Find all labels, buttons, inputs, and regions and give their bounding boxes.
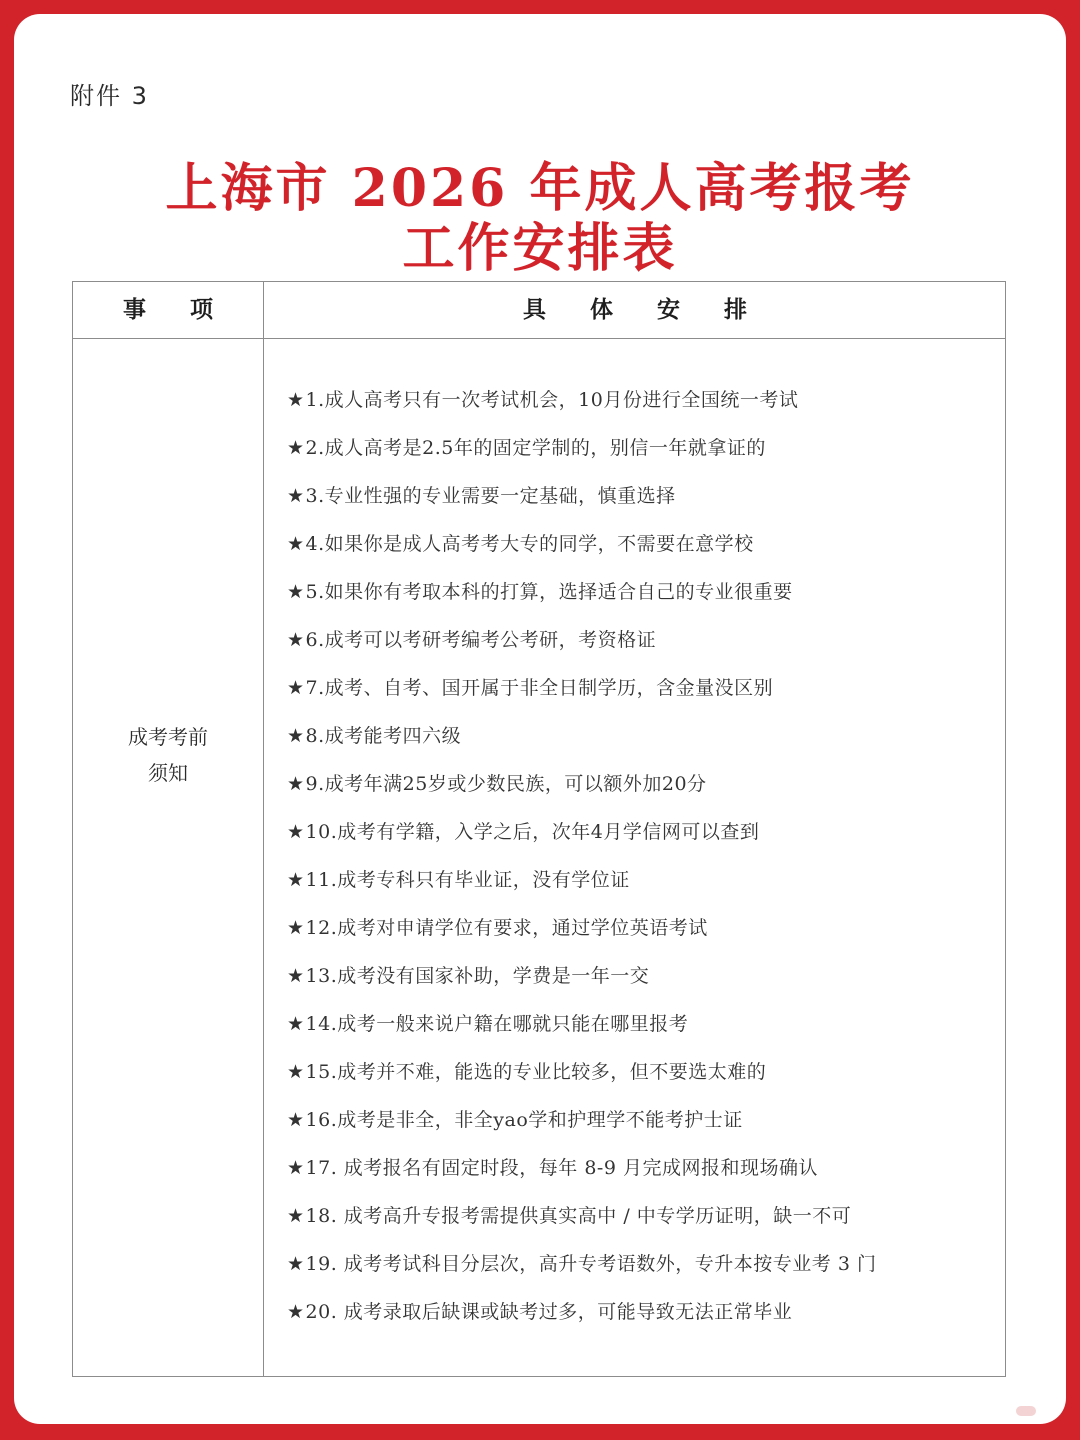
star-icon: ★ <box>287 629 305 651</box>
schedule-table <box>72 281 1006 1377</box>
note-text: 5.如果你有考取本科的打算，选择适合自己的专业很重要 <box>305 581 793 603</box>
note-text: 1.成人高考只有一次考试机会，10月份进行全国统一考试 <box>305 389 799 411</box>
note-text: 4.如果你是成人高考考大专的同学，不需要在意学校 <box>305 533 754 555</box>
list-item <box>287 1150 987 1198</box>
note-text: 17. 成考报名有固定时段，每年 8-9 月完成网报和现场确认 <box>305 1157 818 1179</box>
header-item: 事 项 <box>122 297 231 323</box>
star-icon: ★ <box>287 821 305 843</box>
list-item <box>287 814 987 862</box>
list-item <box>287 1054 987 1102</box>
star-icon: ★ <box>287 1301 305 1323</box>
note-text: 18. 成考高升专报考需提供真实高中 / 中专学历证明，缺一不可 <box>305 1205 852 1227</box>
list-item <box>287 1102 987 1150</box>
star-icon: ★ <box>287 1157 305 1179</box>
note-text: 6.成考可以考研考编考公考研，考资格证 <box>305 629 657 651</box>
note-text: 8.成考能考四六级 <box>305 725 462 747</box>
list-item <box>287 574 987 622</box>
title-line-1: 上海市 2026 年成人高考报考 <box>165 158 915 219</box>
list-item <box>287 766 987 814</box>
list-item <box>287 622 987 670</box>
header-divider <box>73 338 1005 339</box>
category-line-2: 须知 <box>148 761 188 785</box>
star-icon: ★ <box>287 437 305 459</box>
star-icon: ★ <box>287 485 305 507</box>
star-icon: ★ <box>287 773 305 795</box>
star-icon: ★ <box>287 869 305 891</box>
star-icon: ★ <box>287 725 305 747</box>
star-icon: ★ <box>287 533 305 555</box>
list-item <box>287 1198 987 1246</box>
note-text: 10.成考有学籍，入学之后，次年4月学信网可以查到 <box>305 821 760 843</box>
list-item <box>287 670 987 718</box>
star-icon: ★ <box>287 389 305 411</box>
note-text: 13.成考没有国家补助，学费是一年一交 <box>305 965 650 987</box>
note-text: 11.成考专科只有毕业证，没有学位证 <box>305 869 630 891</box>
note-text: 12.成考对申请学位有要求，通过学位英语考试 <box>305 917 708 939</box>
star-icon: ★ <box>287 1109 305 1131</box>
note-text: 14.成考一般来说户籍在哪就只能在哪里报考 <box>305 1013 689 1035</box>
star-icon: ★ <box>287 1253 305 1275</box>
list-item <box>287 718 987 766</box>
list-item <box>287 910 987 958</box>
star-icon: ★ <box>287 965 305 987</box>
star-icon: ★ <box>287 1013 305 1035</box>
star-icon: ★ <box>287 1061 305 1083</box>
note-text: 15.成考并不难，能选的专业比较多，但不要选太难的 <box>305 1061 767 1083</box>
star-icon: ★ <box>287 581 305 603</box>
document-sheet <box>14 14 1066 1424</box>
note-text: 16.成考是非全，非全yao学和护理学不能考护士证 <box>305 1109 743 1131</box>
list-item <box>287 862 987 910</box>
title-line-2: 工作安排表 <box>402 218 678 279</box>
notes-list <box>287 382 987 1342</box>
note-text: 19. 成考考试科目分层次，高升专考语数外，专升本按专业考 3 门 <box>305 1253 877 1275</box>
star-icon: ★ <box>287 677 305 699</box>
category-line-1: 成考考前 <box>128 725 208 749</box>
list-item <box>287 958 987 1006</box>
list-item <box>287 1246 987 1294</box>
column-divider <box>263 282 264 1376</box>
corner-mark <box>1016 1406 1036 1416</box>
star-icon: ★ <box>287 917 305 939</box>
star-icon: ★ <box>287 1205 305 1227</box>
list-item <box>287 1006 987 1054</box>
attachment-label: 附件 3 <box>70 82 149 110</box>
note-text: 7.成考、自考、国开属于非全日制学历，含金量没区别 <box>305 677 774 699</box>
list-item <box>287 526 987 574</box>
header-arrangement: 具 体 安 排 <box>522 297 766 323</box>
note-text: 20. 成考录取后缺课或缺考过多，可能导致无法正常毕业 <box>305 1301 793 1323</box>
note-text: 9.成考年满25岁或少数民族，可以额外加20分 <box>305 773 707 795</box>
note-text: 2.成人高考是2.5年的固定学制的，别信一年就拿证的 <box>305 437 766 459</box>
note-text: 3.专业性强的专业需要一定基础，慎重选择 <box>305 485 676 507</box>
list-item <box>287 1294 987 1342</box>
list-item <box>287 430 987 478</box>
list-item <box>287 382 987 430</box>
list-item <box>287 478 987 526</box>
category-cell <box>73 719 263 791</box>
